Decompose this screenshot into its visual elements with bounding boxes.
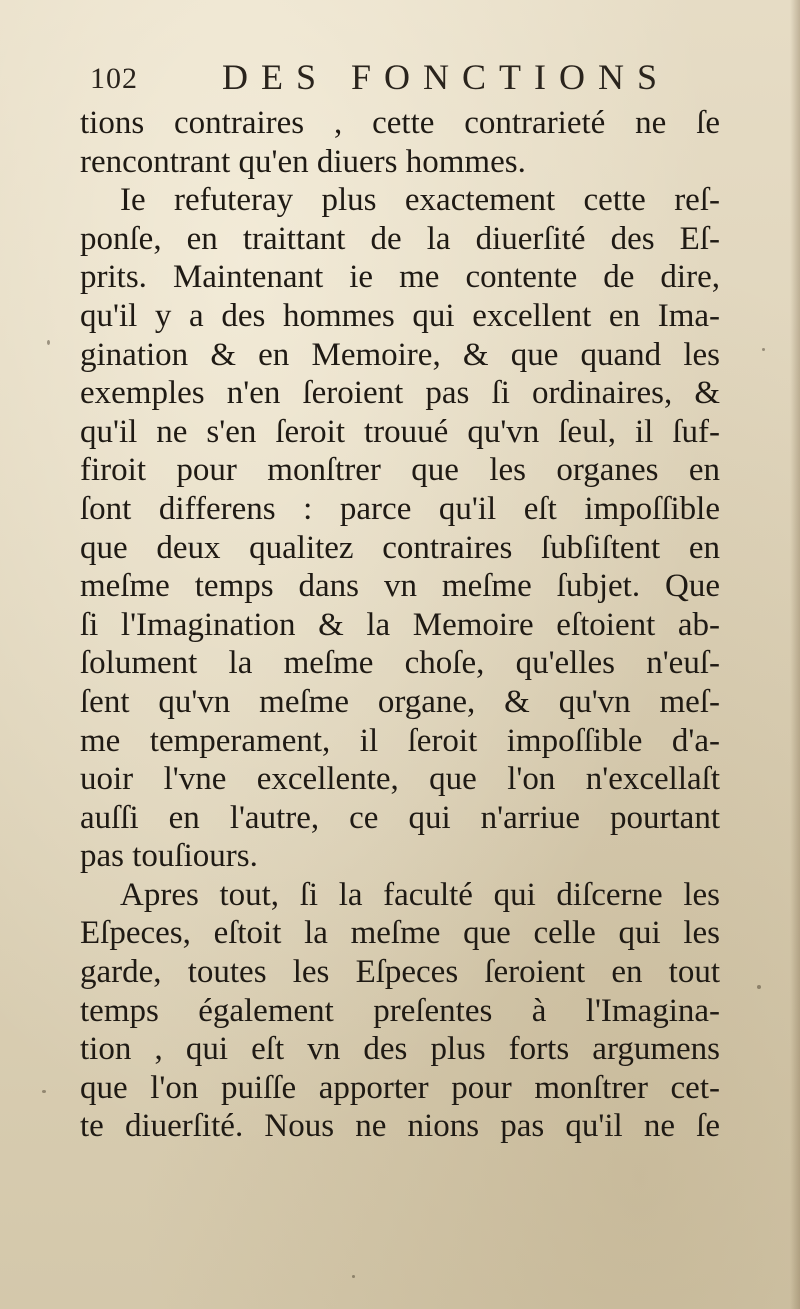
page-edge-shadow <box>790 0 800 1309</box>
text-line: tions contraires , cette contrarieté ne ſe <box>80 105 720 141</box>
text-line: que deux qualitez contraires ſubſiſtent en <box>80 529 720 566</box>
text-line-paragraph-start: Apres tout, ſi la faculté qui diſcerne les <box>120 876 720 913</box>
text-line: ſolument la meſme choſe, qu'elles n'euſ- <box>80 645 720 682</box>
paper-speck <box>352 1275 355 1278</box>
text-line: qu'il y a des hommes qui excellent en Ima- <box>80 297 720 334</box>
text-line: temps également preſentes à l'Imagina- <box>80 992 720 1029</box>
text-line: ſent qu'vn meſme organe, & qu'vn meſ- <box>80 683 720 720</box>
text-line: meſme temps dans vn meſme ſubjet. Que <box>80 568 720 605</box>
paper-speck <box>47 340 50 345</box>
text-line: qu'il ne s'en ſeroit trouué qu'vn ſeul, il ſuf- <box>80 413 720 450</box>
text-line: que l'on puiſſe apporter pour monſtrer cet- <box>80 1069 720 1106</box>
text-line: ponſe, en traittant de la diuerſité des Eſ- <box>80 220 720 257</box>
text-line: auſſi en l'autre, ce qui n'arriue pourtant <box>80 799 720 836</box>
paper-speck <box>757 985 761 989</box>
text-line: te diuerſité. Nous ne nions pas qu'il ne ſe <box>80 1108 720 1145</box>
page-number: 102 <box>90 62 138 95</box>
text-line: pas touſiours. <box>80 838 258 875</box>
text-line: Eſpeces, eſtoit la meſme que celle qui les <box>80 915 720 952</box>
text-line: ſont differens : parce qu'il eſt impoſſible <box>80 490 720 527</box>
text-line: rencontrant qu'en diuers hommes. <box>80 143 526 180</box>
text-line: tion , qui eſt vn des plus forts argumens <box>80 1031 720 1068</box>
text-line: exemples n'en ſeroient pas ſi ordinaires, & <box>80 375 720 412</box>
text-line: prits. Maintenant ie me contente de dire, <box>80 259 720 296</box>
text-line: uoir l'vne excellente, que l'on n'excellaſt <box>80 761 720 798</box>
body-text <box>80 104 720 1146</box>
text-line-paragraph-start: Ie refuteray plus exactement cette reſ- <box>120 182 720 219</box>
text-line: me temperament, il ſeroit impoſſible d'a- <box>80 722 720 759</box>
text-line: garde, toutes les Eſpeces ſeroient en tout <box>80 954 720 991</box>
page-header <box>86 56 686 104</box>
running-head: DES FONCTIONS <box>222 57 671 97</box>
paper-speck <box>42 1090 46 1093</box>
paper-speck <box>762 348 765 351</box>
text-line: firoit pour monſtrer que les organes en <box>80 452 720 489</box>
text-line: gination & en Memoire, & que quand les <box>80 336 720 373</box>
text-line: ſi l'Imagination & la Memoire eſtoient ab- <box>80 606 720 643</box>
